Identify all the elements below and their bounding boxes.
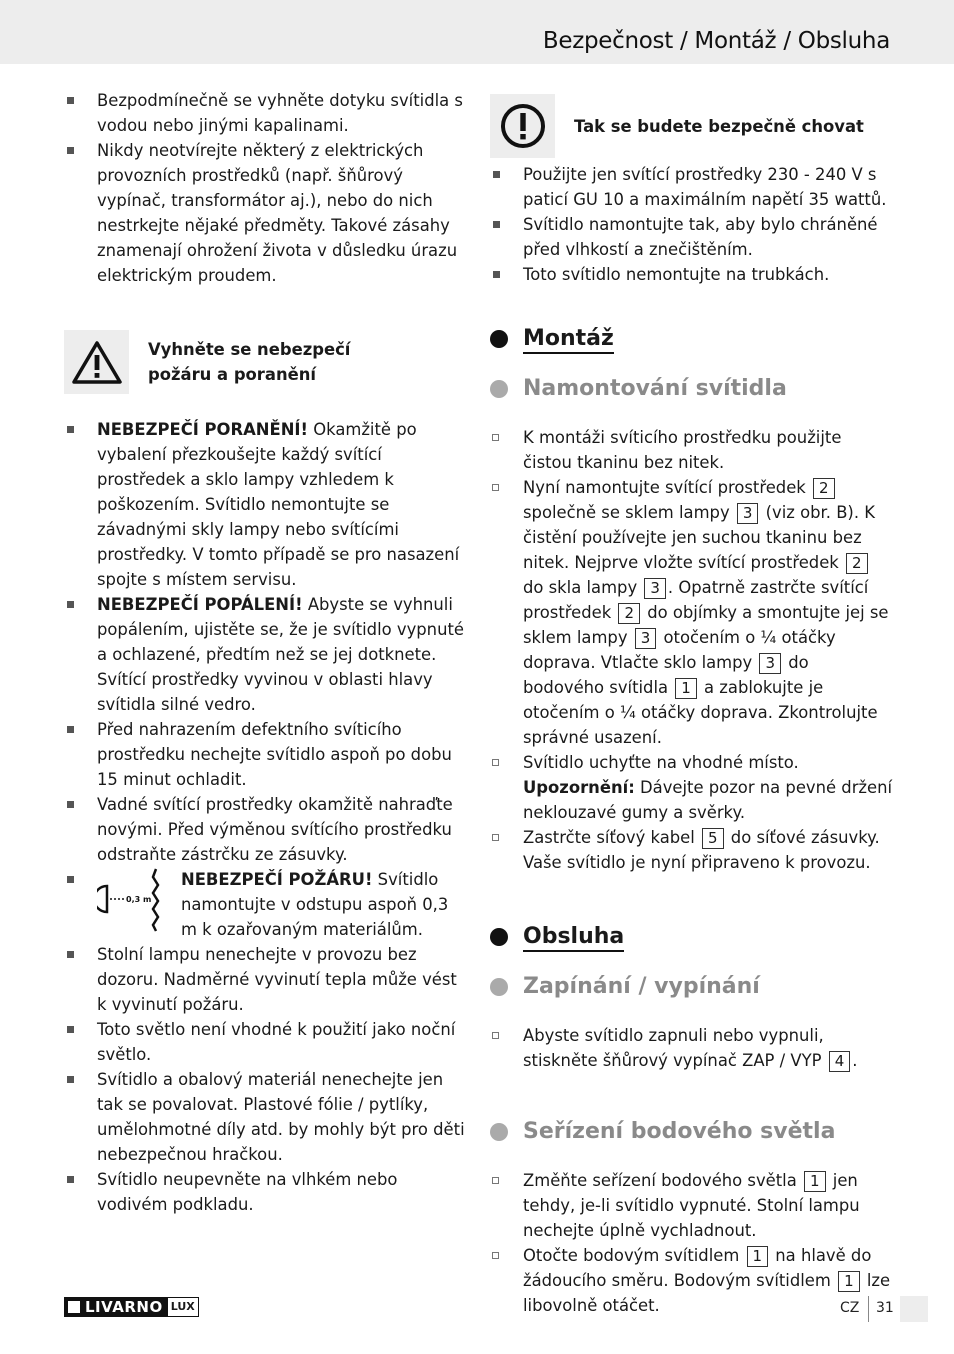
subheading-serizeni: Seřízení bodového světla — [490, 1116, 894, 1148]
language-code: CZ — [840, 1300, 860, 1316]
footer-tab — [900, 1296, 928, 1322]
step-item: Nyní namontujte svítící prostředek 2 společně se sklem lampy 3 (viz obr. B). K čistění používejte jen suchou tkaninu bez nitek. Nejprve vložte svítící prostředek 2 do skla lampy 3 . Opatrně zastrčte svítící prostředek 2 do objímky a smontujte jej se sklem lampy 3 otočením o ¼ otáčky doprava. Vtlačte sklo lampy 3 do bodového svítidla 1 a zablokujte je otočením o ¼ otáčky doprava. Zkontrolujte správné usazení. — [490, 475, 894, 750]
list-item: Toto světlo není vhodné k použití jako noční světlo. — [64, 1017, 468, 1067]
ref-number: 1 — [804, 1171, 826, 1192]
distance-icon — [97, 867, 181, 942]
list-item: Bezpodmínečně se vyhněte dotyku svítidla s vodou nebo jinými kapalinami. — [64, 88, 468, 138]
step-item: Abyste svítidlo zapnuli nebo vypnuli, stiskněte šňůrový vypínač ZAP / VYP 4 . — [490, 1023, 894, 1073]
fire-hazard-item: 0,3 m NEBEZPEČÍ POŽÁRU! Svítidlo namontujte v odstupu aspoň 0,3 m k ozařovaným materiálům. — [64, 867, 468, 942]
ref-number: 2 — [813, 478, 835, 499]
ref-number: 5 — [702, 828, 724, 849]
page-title: Bezpečnost / Montáž / Obsluha — [542, 28, 890, 54]
ref-number: 3 — [737, 503, 759, 524]
list-item: Toto svítidlo nemontujte na trubkách. — [490, 262, 894, 287]
fire-injury-callout — [64, 330, 468, 394]
callout-title: Tak se budete bezpečně chovat — [574, 116, 864, 136]
subheading-zapinani: Zapínání / vypínání — [490, 971, 894, 1003]
exclamation-icon — [490, 94, 555, 158]
logo-mark-icon — [68, 1301, 80, 1313]
ref-number: 3 — [635, 628, 657, 649]
list-item: Svítidlo namontujte tak, aby bylo chráněné před vlhkostí a znečištěním. — [490, 212, 894, 262]
ref-number: 1 — [747, 1246, 769, 1267]
svg-text:0,3 m: 0,3 m — [126, 895, 152, 904]
ref-number: 4 — [829, 1051, 851, 1072]
right-column — [490, 94, 894, 1318]
list-item: NEBEZPEČÍ POPÁLENÍ! Abyste se vyhnuli popálením, ujistěte se, že je svítidlo vypnuté a ochlazené, předtím než se jej dotknete. Svítící prostředky vyvinou v oblasti hlavy svítidla silné vedro. — [64, 592, 468, 717]
warning-triangle-icon — [64, 330, 129, 394]
callout-title: Vyhněte se nebezpečí požáru a poranění — [148, 340, 351, 384]
safety-callout — [490, 94, 894, 158]
page-header — [0, 0, 954, 64]
ref-number: 2 — [846, 553, 868, 574]
footer-divider — [868, 1296, 869, 1322]
step-item: Změňte seřízení bodového světla 1 jen tehdy, je-li svítidlo vypnuté. Stolní lampu nechejte úplně vychladnout. — [490, 1168, 894, 1243]
ref-number: 3 — [644, 578, 666, 599]
list-item: Svítidlo a obalový materiál nenechejte jen tak se povalovat. Plastové fólie / pytlíky, umělohmotné díly atd. by mohly být pro děti nebezpečnou hračkou. — [64, 1067, 468, 1167]
list-item: Před nahrazením defektního svíticího prostředku nechejte svítidlo aspoň po dobu 15 minut ochladit. — [64, 717, 468, 792]
section-heading-obsluha: Obsluha — [490, 921, 894, 953]
list-item: Stolní lampu nenechejte v provozu bez dozoru. Nadměrné vyvinutí tepla může vést k vyvinutí požáru. — [64, 942, 468, 1017]
list-item: Vadné svítící prostředky okamžitě nahraďte novými. Před výměnou svítícího prostředku odstraňte zástrčku ze zásuvky. — [64, 792, 468, 867]
ref-number: 3 — [759, 653, 781, 674]
step-item: K montáži svíticího prostředku použijte čistou tkaninu bez nitek. — [490, 425, 894, 475]
list-item: Svítidlo neupevněte na vlhkém nebo vodivém podkladu. — [64, 1167, 468, 1217]
brand-logo: LIVARNO LUX — [64, 1297, 199, 1317]
list-item: Nikdy neotvírejte některý z elektrických provozních prostředků (např. šňůrový vypínač, transformátor aj.), nebo do nich nestrkejte nějaké předměty. Takové zásahy znamenají ohrožení života v důsledku úrazu elektrickým proudem. — [64, 138, 468, 288]
list-item: Použijte jen svítící prostředky 230 - 240 V s paticí GU 10 a maximálním napětí 35 wattů. — [490, 162, 894, 212]
page-number: 31 — [876, 1300, 894, 1316]
step-item: Otočte bodovým svítidlem 1 na hlavě do žádoucího směru. Bodovým svítidlem 1 lze libovolně otáčet. — [490, 1243, 894, 1318]
ref-number: 1 — [838, 1271, 860, 1292]
list-item: NEBEZPEČÍ PORANĚNÍ! Okamžitě po vybalení přezkoušejte každý svítící prostředek a sklo lampy vzhledem k poškozením. Svítidlo nemontujte se závadnými skly lampy nebo svítícími prostředky. V tomto případě se pro nasazení spojte s místem servisu. — [64, 417, 468, 592]
step-item: Zastrčte síťový kabel 5 do síťové zásuvky. Vaše svítidlo je nyní připraveno k provozu. — [490, 825, 894, 875]
ref-number: 1 — [675, 678, 697, 699]
left-column — [64, 88, 468, 1217]
section-heading-montaz: Montáž — [490, 323, 894, 355]
step-item: Svítidlo uchyťte na vhodné místo. Upozornění: Dávejte pozor na pevné držení neklouzavé gumy a svěrky. — [490, 750, 894, 825]
ref-number: 2 — [618, 603, 640, 624]
subheading-namontovani: Namontování svítidla — [490, 373, 894, 405]
logo-lux: LUX — [167, 1297, 199, 1317]
